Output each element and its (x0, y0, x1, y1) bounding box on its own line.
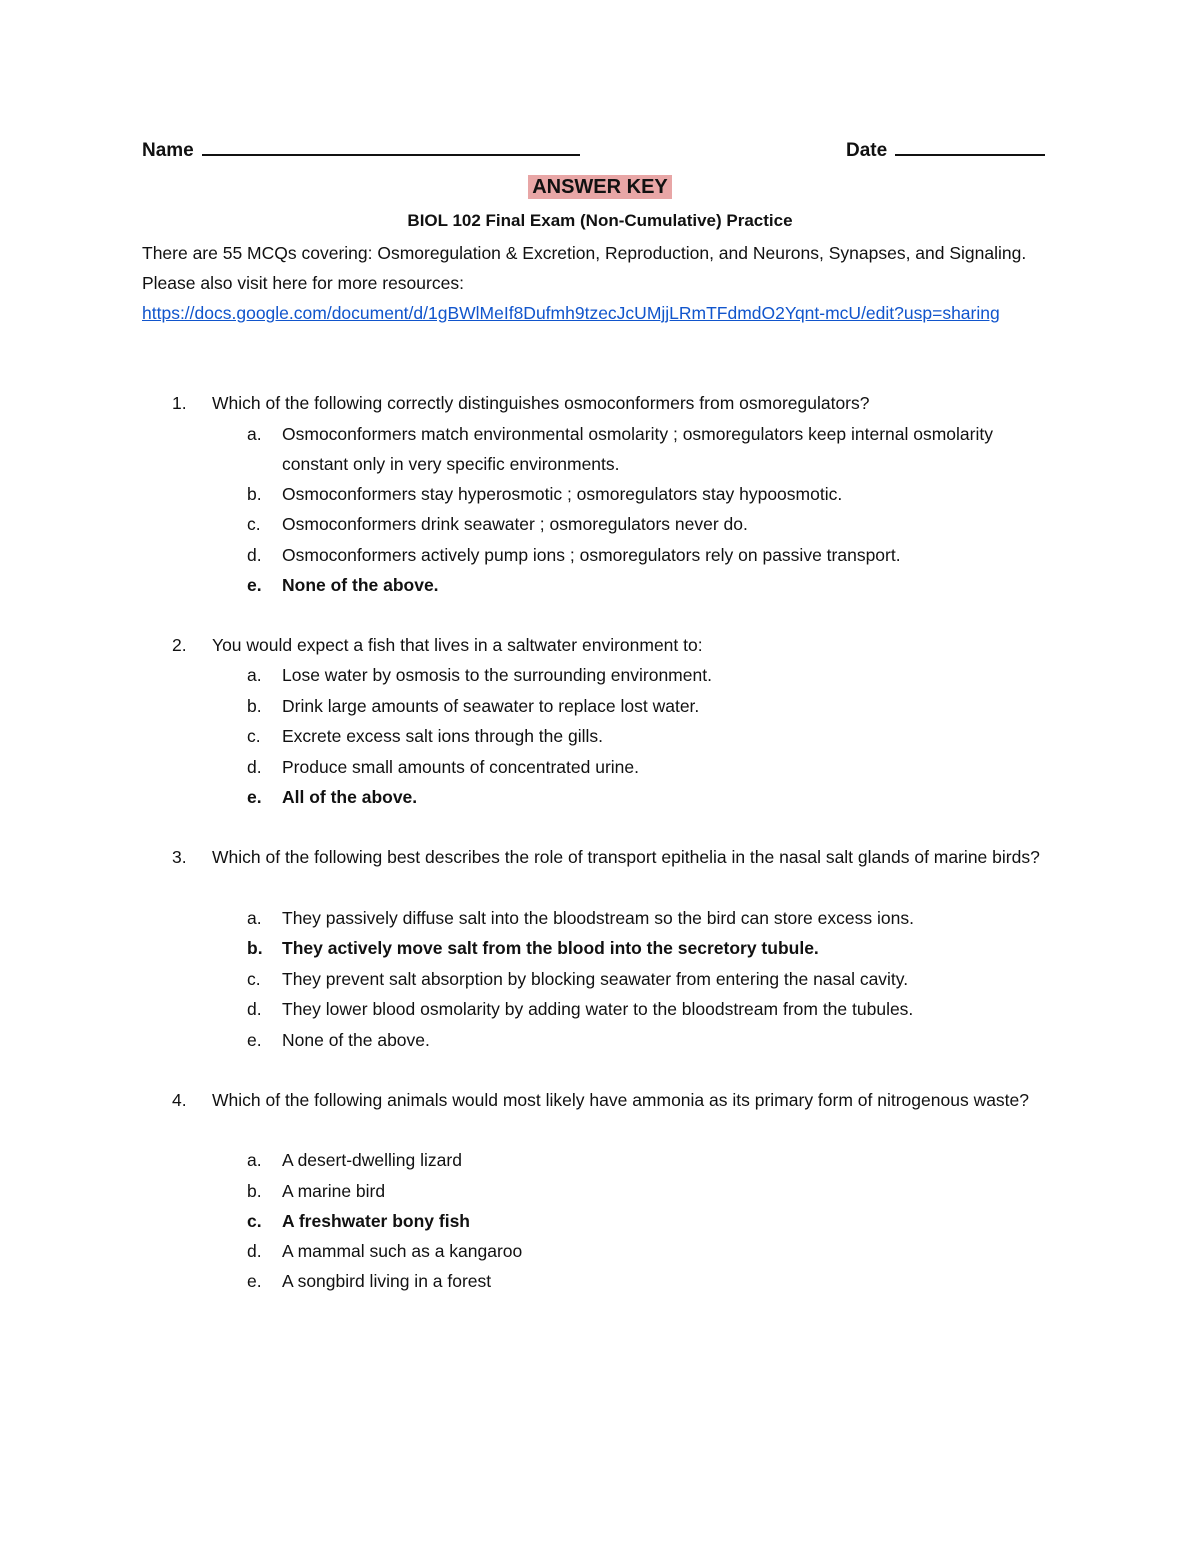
resource-link[interactable]: https://docs.google.com/document/d/1gBWlMeIf8Dufmh9tzecJcUMjjLRmTFdmdO2Yqnt-mcU/edit?usp=sharing (142, 303, 1000, 323)
option-text: A marine bird (282, 1181, 386, 1201)
option-text: They actively move salt from the blood into the secretory tubule. (282, 938, 819, 958)
option-text: None of the above. (282, 575, 439, 595)
option-letter: a. (247, 1150, 262, 1170)
option-letter: e. (247, 575, 262, 595)
answer-key-label: ANSWER KEY (528, 175, 672, 199)
option-letter: d. (247, 999, 262, 1019)
exam-title: BIOL 102 Final Exam (Non-Cumulative) Practice (407, 211, 793, 230)
name-blank-line (202, 153, 580, 156)
option-text: Osmoconformers drink seawater ; osmoregulators never do. (282, 514, 748, 534)
option-letter: a. (247, 908, 262, 928)
question-number: 2. (172, 635, 187, 655)
option-text: Osmoconformers stay hyperosmotic ; osmoregulators stay hypoosmotic. (282, 484, 843, 504)
option-letter: b. (247, 938, 263, 958)
option-text: They passively diffuse salt into the bloodstream so the bird can store excess ions. (282, 908, 914, 928)
question-number: 3. (172, 847, 187, 867)
option-text: Produce small amounts of concentrated urine. (282, 757, 639, 777)
option-letter: c. (247, 1211, 262, 1231)
question-number: 4. (172, 1090, 187, 1110)
question-text: You would expect a fish that lives in a saltwater environment to: (212, 635, 703, 655)
option-letter: b. (247, 696, 262, 716)
date-blank-line (895, 153, 1045, 156)
option-text: All of the above. (282, 787, 418, 807)
option-text: A desert-dwelling lizard (282, 1150, 462, 1170)
option-letter: e. (247, 787, 262, 807)
option-text: Excrete excess salt ions through the gills. (282, 726, 603, 746)
option-text: A freshwater bony fish (282, 1211, 470, 1231)
option-letter: b. (247, 1181, 262, 1201)
option-letter: c. (247, 514, 261, 534)
intro-paragraph (142, 238, 1062, 328)
option-text: Osmoconformers match environmental osmolarity ; osmoregulators keep internal osmolarity constant only in very specific environments. (282, 424, 993, 475)
question-text: Which of the following best describes the role of transport epithelia in the nasal salt glands of marine birds? (212, 847, 1040, 867)
option-letter: a. (247, 665, 262, 685)
option-text: A songbird living in a forest (282, 1271, 492, 1291)
question-text: Which of the following animals would most likely have ammonia as its primary form of nitrogenous waste? (212, 1090, 1030, 1110)
option-text: Lose water by osmosis to the surrounding environment. (282, 665, 712, 685)
option-text: Drink large amounts of seawater to replace lost water. (282, 696, 700, 716)
intro-text: There are 55 MCQs covering: Osmoregulation & Excretion, Reproduction, and Neurons, Synapses, and Signaling. Please also visit here for more resources: (142, 243, 1027, 293)
option-letter: d. (247, 757, 262, 777)
option-letter: c. (247, 726, 261, 746)
name-field (142, 140, 580, 162)
option-letter: d. (247, 1241, 262, 1261)
date-field (846, 140, 1045, 162)
date-label: Date (846, 140, 888, 161)
answer-key-banner (0, 176, 1200, 199)
name-label: Name (142, 140, 194, 161)
option-letter: d. (247, 545, 262, 565)
option-text: A mammal such as a kangaroo (282, 1241, 523, 1261)
option-letter: e. (247, 1271, 262, 1291)
option-letter: b. (247, 484, 262, 504)
question-text: Which of the following correctly distinguishes osmoconformers from osmoregulators? (212, 393, 870, 413)
option-letter: c. (247, 969, 261, 989)
option-text: None of the above. (282, 1030, 430, 1050)
option-text: They lower blood osmolarity by adding water to the bloodstream from the tubules. (282, 999, 914, 1019)
option-text: They prevent salt absorption by blocking seawater from entering the nasal cavity. (282, 969, 909, 989)
option-letter: a. (247, 424, 262, 444)
option-letter: e. (247, 1030, 262, 1050)
question-number: 1. (172, 393, 187, 413)
option-text: Osmoconformers actively pump ions ; osmoregulators rely on passive transport. (282, 545, 901, 565)
